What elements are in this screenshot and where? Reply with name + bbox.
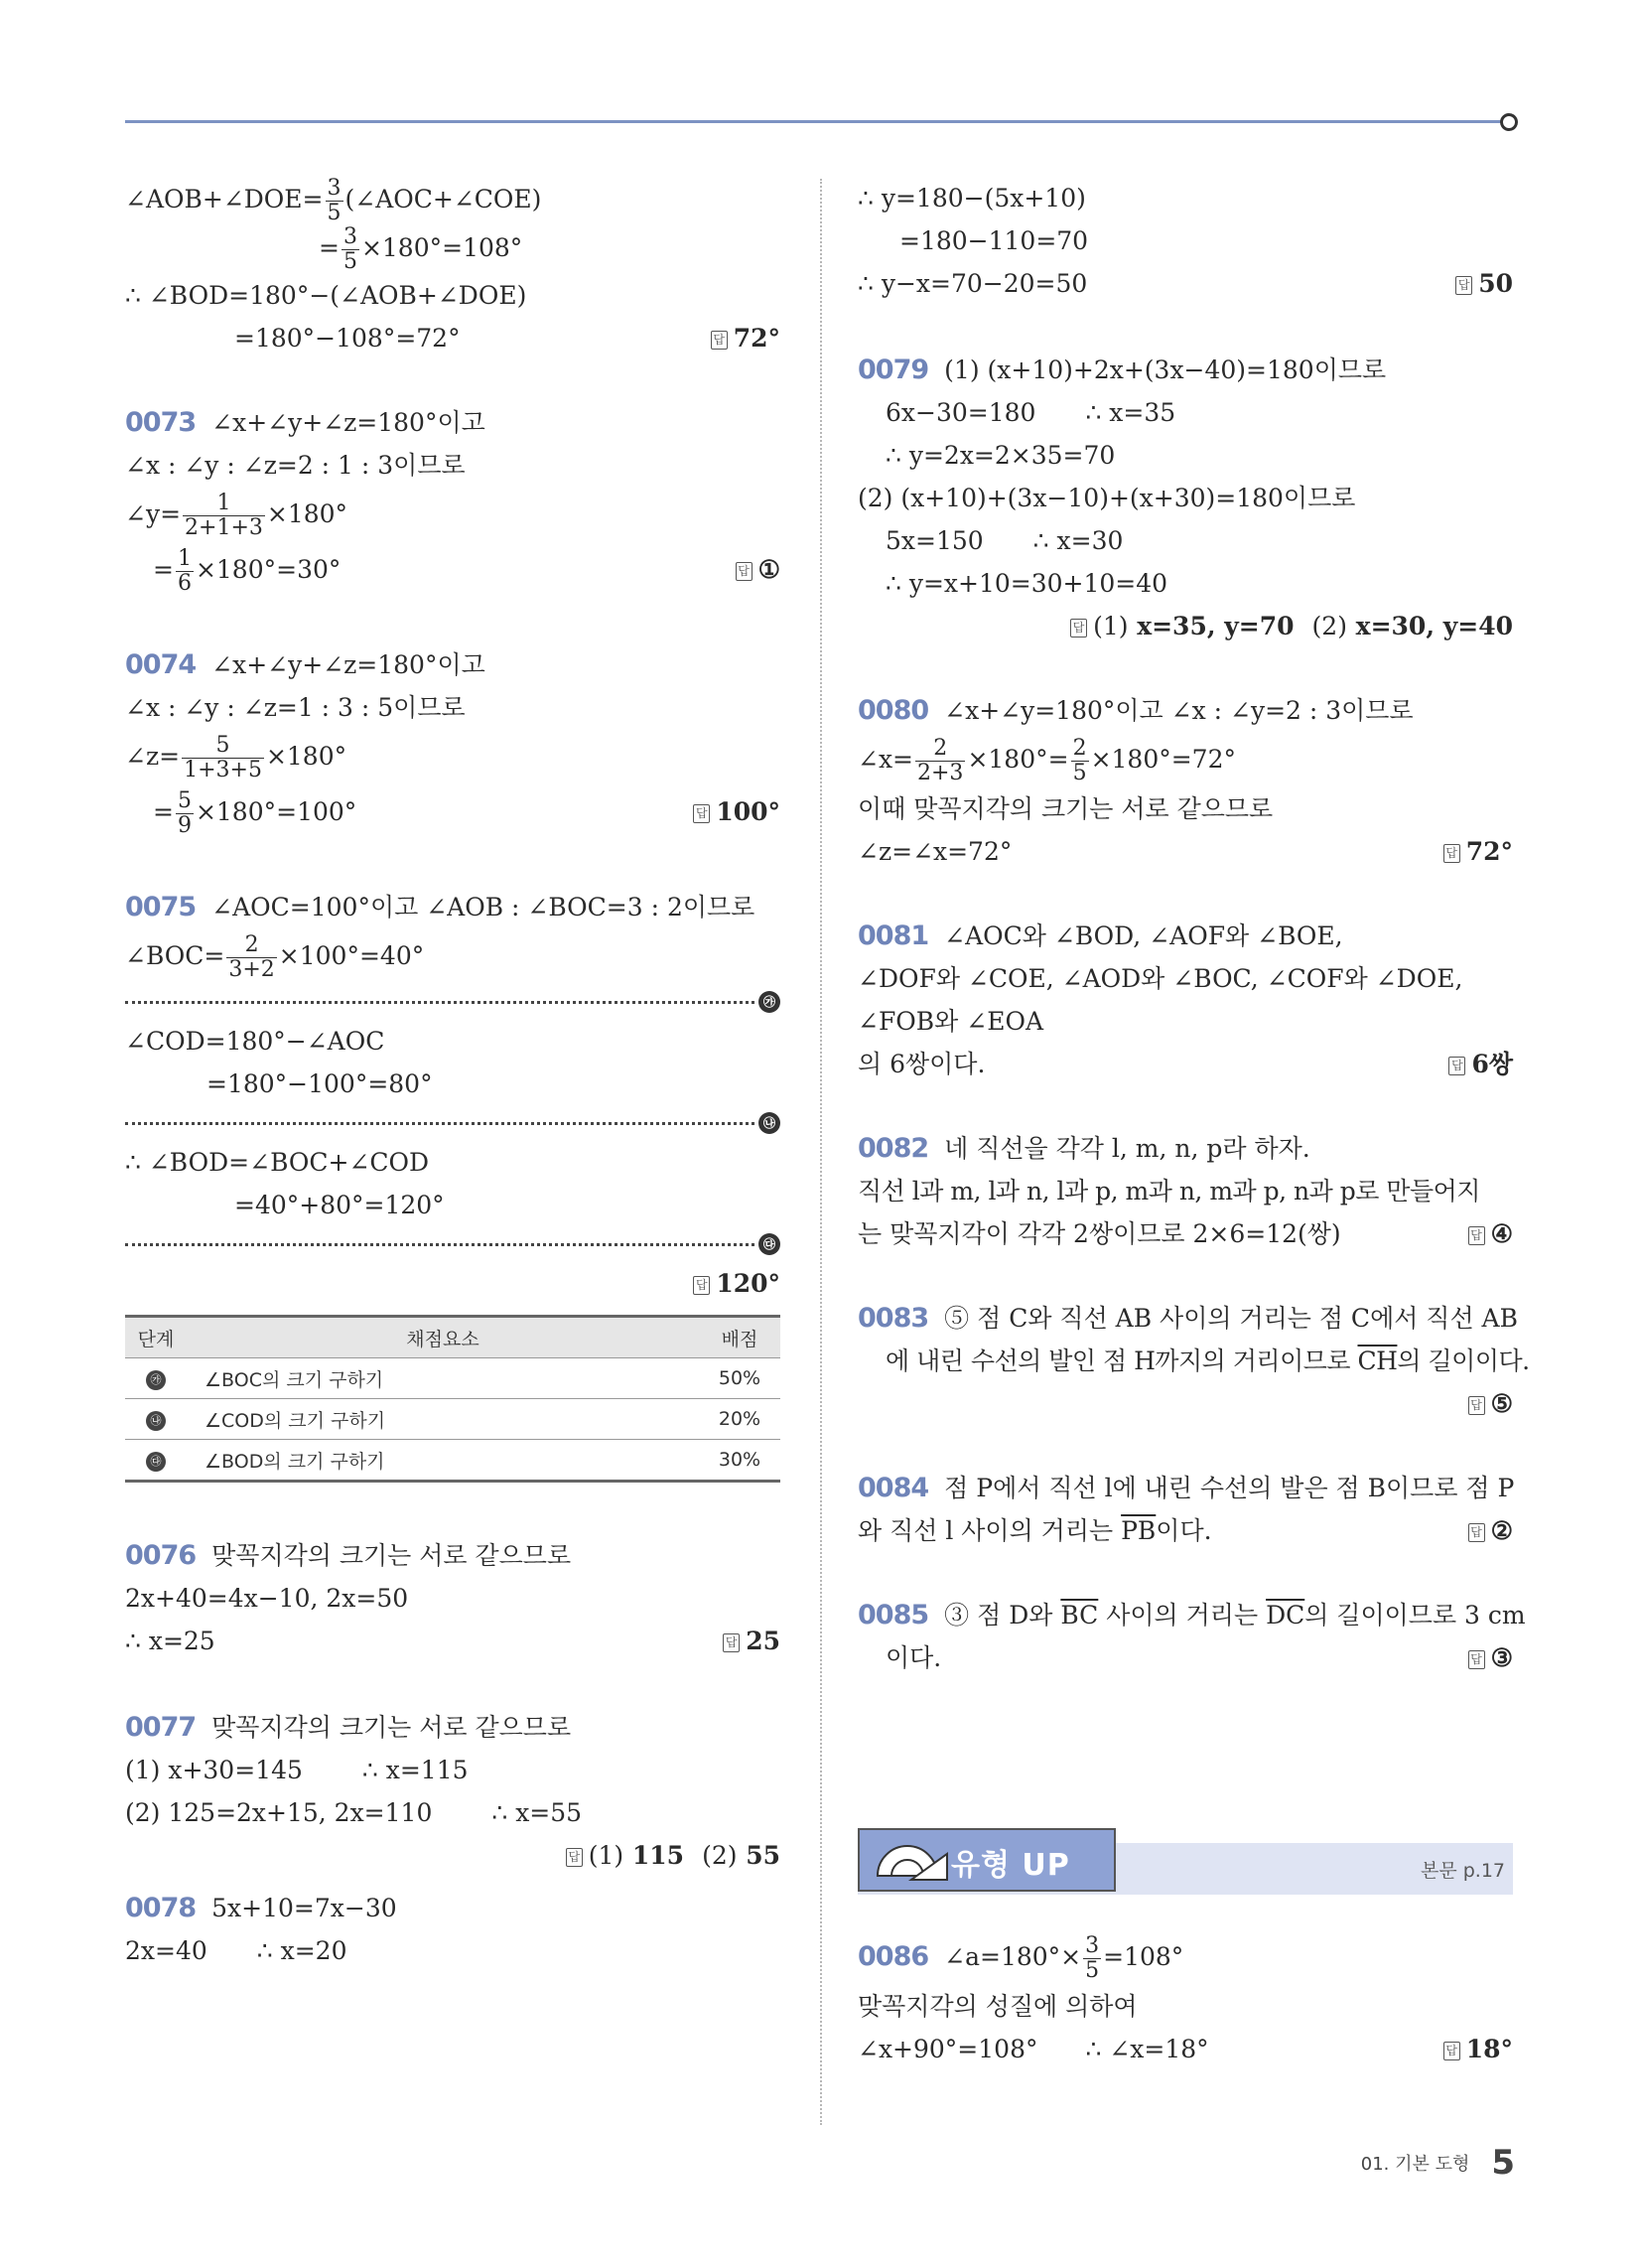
- answer-mark-icon: 답: [1070, 619, 1087, 638]
- fraction: $\frac{3}{5}$: [327, 176, 342, 225]
- step-circle-icon: ㉮: [146, 1370, 166, 1390]
- answer: 답 72°: [711, 317, 780, 359]
- table-row: ㉯ ∠COD의 크기 구하기 20%: [125, 1399, 780, 1440]
- answer: 답 (1) 115 (2) 55: [566, 1834, 780, 1877]
- problem-0081: 0081 ∠AOC와 ∠BOD, ∠AOF와 ∠BOE, ∠DOF와 ∠COE, ∠AOD와 ∠BOC, ∠COF와 ∠DOE, ∠FOB와 ∠EOA 의 6쌍이다. 답 6쌍: [858, 915, 1513, 1085]
- column-divider: [820, 179, 822, 2125]
- answer-mark-icon: 답: [736, 562, 753, 581]
- table-row: ㉮ ∠BOC의 크기 구하기 50%: [125, 1358, 780, 1399]
- problem-number: 0080: [858, 695, 929, 726]
- problem-0085: 0085 ③ 점 D와 $\overline{BC}$ 사이의 거리는 $\overline{DC}$의 길이이므로 3 cm 이다. 답 ③: [858, 1594, 1513, 1679]
- answer: 답 6쌍: [1448, 1043, 1513, 1085]
- problem-0080: 0080 ∠x+∠y=180°이고 ∠x : ∠y=2 : 3이므로 ∠x= $\frac{2}{2+3}$ ×180°= $\frac{2}{5}$ ×180°=72° 이때 맞꼭지각의 크기는 서로 같으므로 ∠z=∠x=72° 답 72°: [858, 689, 1513, 873]
- fraction: $\frac{3}{5}$: [1085, 1933, 1100, 1983]
- problem-number: 0085: [858, 1600, 929, 1630]
- fraction: $\frac{3}{5}$: [342, 224, 357, 274]
- type-up-label: 유형 UP: [951, 1848, 1070, 1883]
- answer-mark-icon: 답: [1455, 276, 1472, 295]
- problem-0075: 0075 ∠AOC=100°이고 ∠AOB : ∠BOC=3 : 2이므로 ∠BOC= $\frac{2}{3+2}$ ×100°=40° ㉮ ∠COD=180°−∠AOC =180°−100°=80° ㉯ ∴ ∠BOD=∠BOC+∠COD =40°+80°=120° ㉰ 답 120°: [125, 886, 780, 1305]
- step-marker: [125, 1226, 780, 1262]
- problem-0072-cont: ∠AOB+∠DOE= $\frac{3}{5}$ (∠AOC+∠COE) = $\frac{3}{5}$ ×180°=108° ∴ ∠BOD=180°−(∠AOB+∠DOE) =180°−108°=72° 답 72°: [125, 177, 780, 359]
- fraction: $\frac{1}{6}$: [177, 546, 192, 596]
- answer-mark-icon: 답: [723, 1633, 740, 1652]
- left-column: [125, 177, 780, 1972]
- problem-0074: 0074 ∠x+∠y+∠z=180°이고 ∠x : ∠y : ∠z=1 : 3 : 5이므로 ∠z= $\frac{5}{1+3+5}$ ×180° = $\frac{5}{9}$ ×180°=100° 답 100°: [125, 649, 780, 838]
- answer-mark-icon: 답: [1468, 1226, 1485, 1245]
- grading-header: 배점: [699, 1317, 780, 1358]
- answer: 답 50: [1455, 262, 1513, 305]
- problem-number: 0084: [858, 1473, 929, 1503]
- problem-0078: 0078 5x+10=7x−30 2x=40 ∴ x=20: [125, 1893, 397, 1965]
- step-circle-icon: ㉯: [146, 1411, 166, 1431]
- page-footer: [1361, 2143, 1515, 2183]
- answer-mark-icon: 답: [1448, 1057, 1465, 1075]
- answer-mark-icon: 답: [1468, 1650, 1485, 1669]
- answer: 답 ②: [1468, 1509, 1513, 1552]
- fraction: $\frac{5}{1+3+5}$: [184, 733, 262, 782]
- answer: 답 ③: [1468, 1636, 1513, 1679]
- problem-number: 0086: [858, 1941, 929, 1972]
- answer: 답 18°: [1443, 2028, 1513, 2070]
- problem-number: 0073: [125, 407, 197, 438]
- problem-0083: 0083 ⑤ 점 C와 직선 AB 사이의 거리는 점 C에서 직선 AB 에 내린 수선의 발인 점 H까지의 거리이므로 $\overline{CH}$의 길이이다. 답 ⑤: [858, 1297, 1513, 1425]
- fraction: $\frac{2}{3+2}$: [228, 932, 275, 982]
- type-up-banner: [858, 1828, 1513, 1900]
- problem-0078-cont: ∴ y=180−(5x+10) =180−110=70 ∴ y−x=70−20=50 답 50: [858, 177, 1513, 305]
- problem-0086: 0086 ∠a=180°× $\frac{3}{5}$ =108° 맞꼭지각의 성질에 의하여 ∠x+90°=108° ∴ ∠x=18° 답 18°: [858, 1929, 1513, 2070]
- problem-0073: 0073 ∠x+∠y+∠z=180°이고 ∠x : ∠y : ∠z=2 : 1 : 3이므로 ∠y= $\frac{1}{2+1+3}$ ×180° = $\frac{1}{6}$ ×180°=30° 답 ①: [125, 407, 780, 596]
- answer-mark-icon: 답: [711, 331, 728, 350]
- answer-mark-icon: 답: [1443, 2042, 1460, 2060]
- answer: 답 72°: [1443, 830, 1513, 873]
- ruler-protractor-icon: [872, 1836, 951, 1886]
- answer-mark-icon: 답: [1468, 1396, 1485, 1415]
- fraction: $\frac{5}{9}$: [177, 788, 192, 838]
- answer: 답 ④: [1468, 1212, 1513, 1255]
- problem-0082: 0082 네 직선을 각각 l, m, n, p라 하자. 직선 l과 m, l과 n, l과 p, m과 n, m과 p, n과 p로 만들어지 는 맞꼭지각이 각각 2쌍이므로 2×6=12(쌍) 답 ④: [858, 1127, 1513, 1255]
- step-marker: [125, 984, 780, 1020]
- problem-number: 0083: [858, 1303, 929, 1334]
- answer-mark-icon: 답: [693, 1276, 710, 1295]
- top-rule: [125, 120, 1509, 123]
- grading-header: 단계: [125, 1317, 187, 1358]
- step-marker: [125, 1105, 780, 1141]
- answer-mark-icon: 답: [693, 804, 710, 823]
- fraction: $\frac{1}{2+1+3}$: [185, 491, 263, 540]
- answer: 답 100°: [693, 784, 780, 840]
- problem-0076: 0076 맞꼭지각의 크기는 서로 같으므로 2x+40=4x−10, 2x=50 ∴ x=25 답 25: [125, 1534, 780, 1662]
- problem-0079: 0079 (1) (x+10)+2x+(3x−40)=180이므로 6x−30=180 ∴ x=35 ∴ y=2x=2×35=70 (2) (x+10)+(3x−10)+(x+30)=180이므로 5x=150 ∴ x=30 ∴ y=x+10=30+10=40 답 (1) x=35, y=70 (2) x=30, y=40: [858, 349, 1513, 647]
- table-row: ㉰ ∠BOD의 크기 구하기 30%: [125, 1440, 780, 1482]
- problem-number: 0081: [858, 921, 929, 951]
- problem-number: 0077: [125, 1712, 197, 1743]
- answer-mark-icon: 답: [1443, 844, 1460, 863]
- problem-number: 0075: [125, 892, 197, 922]
- problem-number: 0074: [125, 649, 197, 680]
- step-circle-icon: ㉰: [758, 1233, 780, 1255]
- problem-0084: 0084 점 P에서 직선 l에 내린 수선의 발은 점 B이므로 점 P 와 직선 l 사이의 거리는 $\overline{PB}$이다. 답 ②: [858, 1467, 1513, 1552]
- section-title: 01. 기본 도형: [1360, 2154, 1470, 2175]
- fraction: $\frac{2}{2+3}$: [917, 736, 964, 785]
- grading-header: 채점요소: [187, 1317, 699, 1358]
- problem-number: 0078: [125, 1893, 197, 1923]
- fraction: $\frac{2}{5}$: [1072, 736, 1087, 785]
- answer: 답 ①: [736, 542, 780, 598]
- step-circle-icon: ㉯: [758, 1112, 780, 1134]
- answer-mark-icon: 답: [1468, 1523, 1485, 1542]
- answer: 답 ⑤: [1468, 1382, 1513, 1425]
- textbook-page-reference: 본문 p.17: [1420, 1860, 1505, 1882]
- problem-number: 0082: [858, 1133, 929, 1164]
- type-up-badge: [858, 1828, 1116, 1892]
- right-column: [858, 177, 1530, 2070]
- grading-table: [125, 1315, 780, 1483]
- step-circle-icon: ㉰: [146, 1452, 166, 1472]
- problem-number: 0079: [858, 354, 929, 385]
- answer: 답 (1) x=35, y=70 (2) x=30, y=40: [1070, 605, 1513, 647]
- step-circle-icon: ㉮: [758, 991, 780, 1013]
- top-rule-end-dot: [1500, 113, 1518, 131]
- problem-0077: 0077 맞꼭지각의 크기는 서로 같으므로 (1) x+30=145 ∴ x=115 (2) 125=2x+15, 2x=110 ∴ x=55 답 (1) 115 (2) 55: [125, 1706, 780, 1877]
- answer-mark-icon: 답: [566, 1848, 583, 1867]
- answer: 답 25: [723, 1620, 780, 1662]
- page-number: 5: [1491, 2143, 1515, 2183]
- problem-number: 0076: [125, 1540, 197, 1571]
- answer: 답 120°: [693, 1262, 780, 1305]
